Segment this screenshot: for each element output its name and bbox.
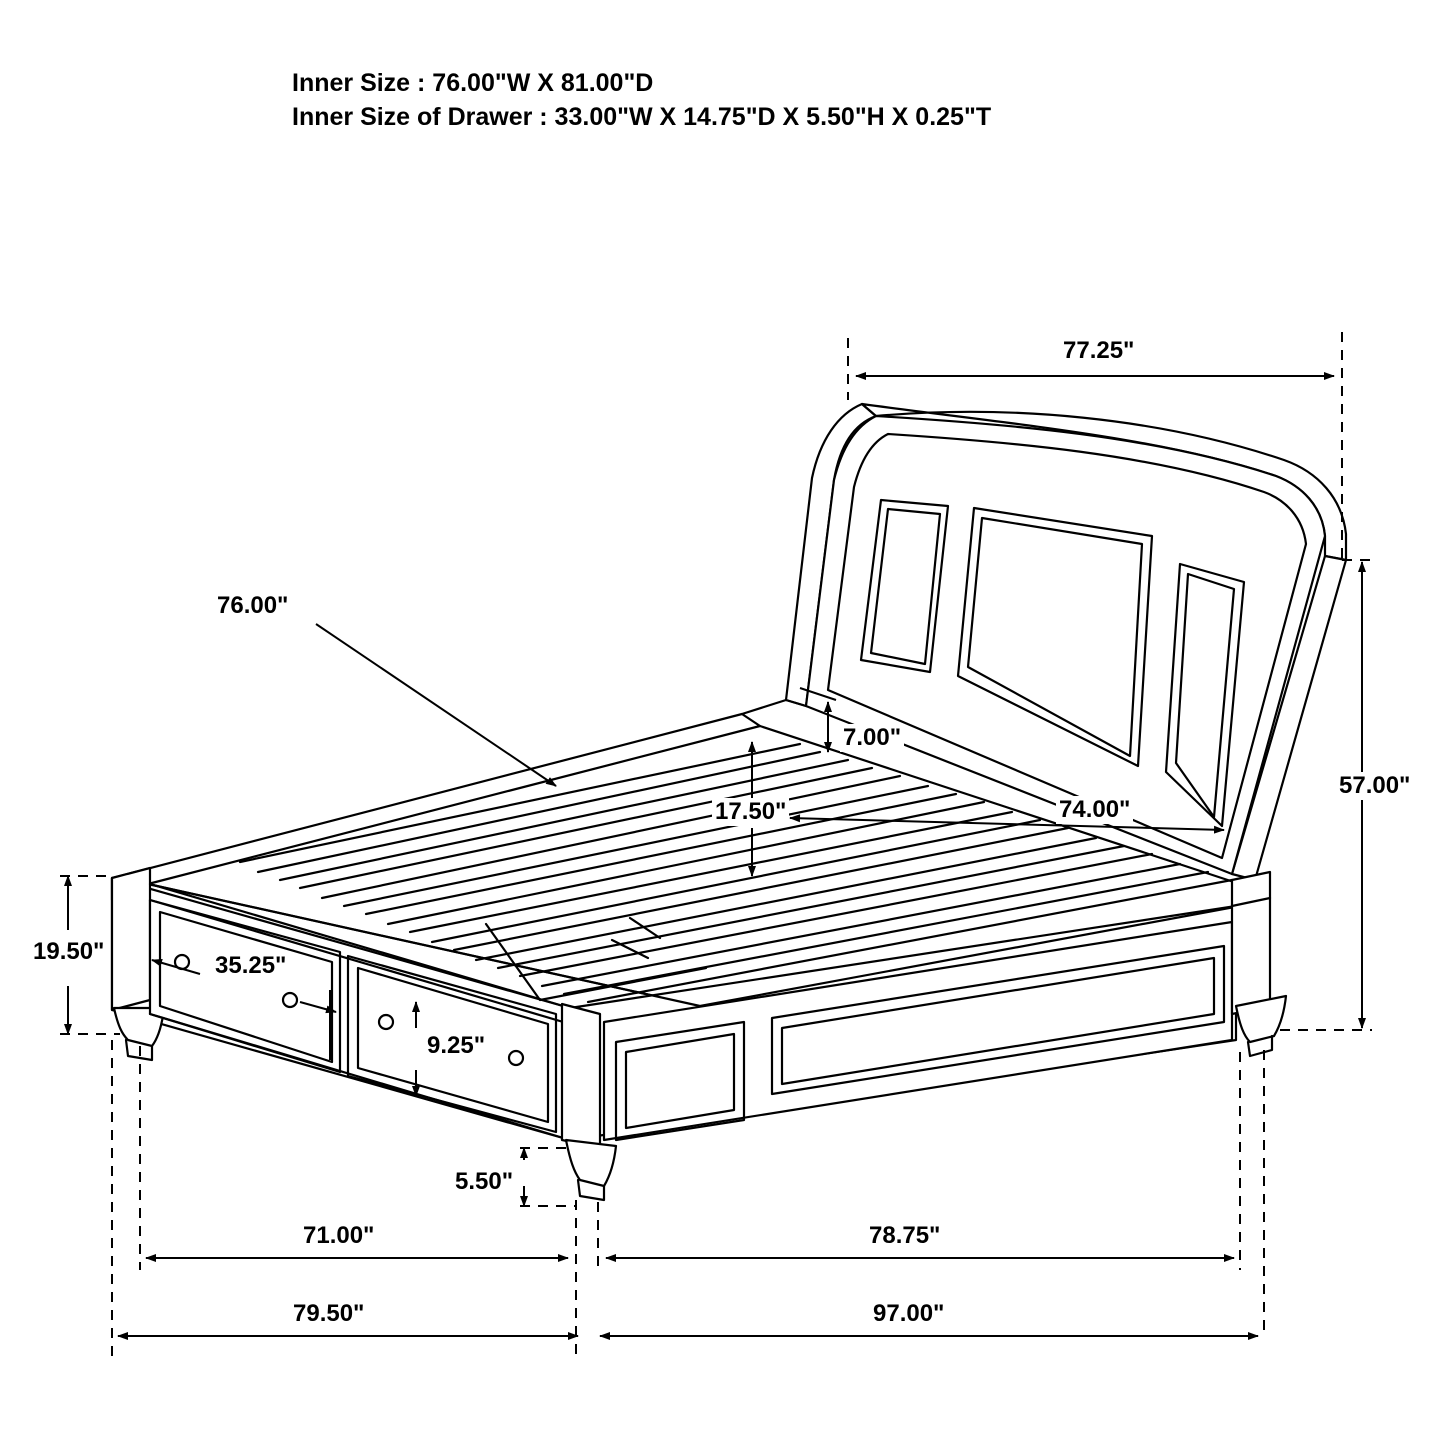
inner-size-line: Inner Size : 76.00"W X 81.00"D — [292, 69, 654, 97]
dimension-label-74-00: 74.00" — [1056, 796, 1133, 824]
dimension-label-5-50: 5.50" — [452, 1168, 516, 1196]
dimension-label-57-00: 57.00" — [1336, 772, 1413, 800]
dimension-label-35-25: 35.25" — [212, 952, 289, 980]
inner-size-drawer-line: Inner Size of Drawer : 33.00"W X 14.75"D X 5.50"H X 0.25"T — [292, 103, 992, 131]
dimension-label-19-50: 19.50" — [30, 938, 107, 966]
dimension-label-76-00: 76.00" — [214, 592, 291, 620]
dimension-label-7-00: 7.00" — [840, 724, 904, 752]
dimension-label-71-00: 71.00" — [300, 1222, 377, 1250]
dimension-label-77-25: 77.25" — [1060, 337, 1137, 365]
dimension-label-79-50: 79.50" — [290, 1300, 367, 1328]
dimension-label-17-50: 17.50" — [712, 798, 789, 826]
dimension-label-9-25: 9.25" — [424, 1032, 488, 1060]
dimension-label-97-00: 97.00" — [870, 1300, 947, 1328]
dimension-label-78-75: 78.75" — [866, 1222, 943, 1250]
